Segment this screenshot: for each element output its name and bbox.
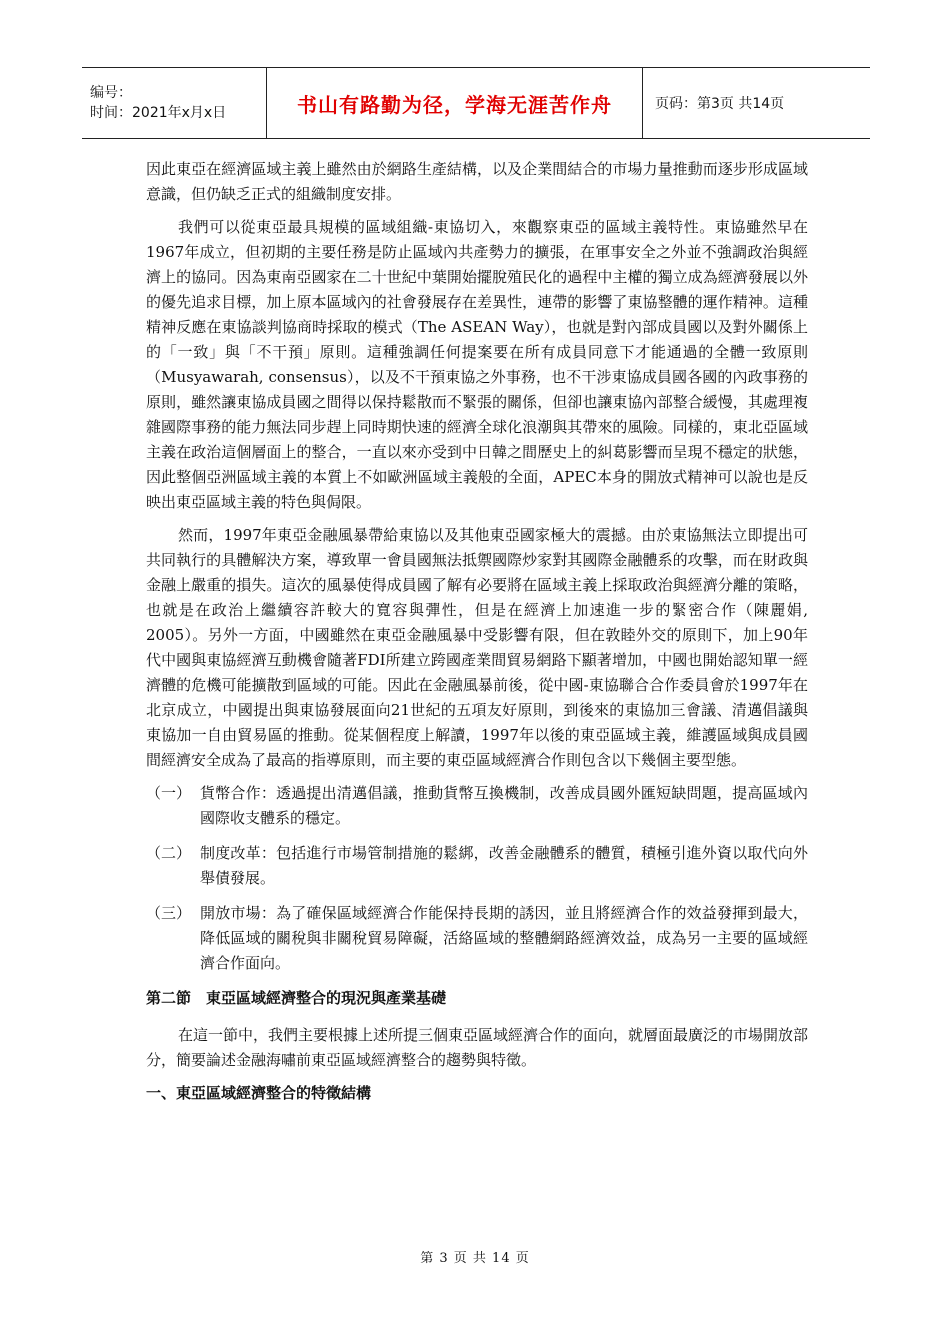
list-item (146, 781, 808, 831)
motto: 书山有路勤为径，学海无涯苦作舟 (297, 92, 612, 117)
page-header (82, 67, 870, 139)
list-item (146, 901, 808, 976)
paragraph-3: 然而，1997年東亞金融風暴帶給東協以及其他東亞國家極大的震撼。由於東協無法立即提出可共同執行的具體解決方案，導致單一會員國無法抵禦國際炒家對其國際金融體系的攻擊，而在財政與金融上嚴重的損失。這次的風暴使得成員國了解有必要將在區域主義上採取政治與經濟分離的策略，也就是在政治上繼續容許較大的寬容與彈性，但是在經濟上加速進一步的緊密合作（陳麗娟, 2005）。另外一方面，中國雖然在東亞金融風暴中受影響有限，但在敦睦外交的原則下，加上90年代中國與東協經濟互動機會隨著FDI所建立跨國產業間貿易網路下顯著增加，中國也開始認知單一經濟體的危機可能擴散到區域的可能。因此在金融風暴前後，從中國-東協聯合合作委員會於1997年在北京成立，中國提出與東協發展面向21世紀的五項友好原則，到後來的東協加三會議、清邁倡議與東協加一自由貿易區的推動。從某個程度上解讀，1997年以後的東亞區域主義，維護區域與成員國間經濟安全成為了最高的指導原則，而主要的東亞區域經濟合作則包含以下幾個主要型態。 (146, 526, 808, 769)
page-footer: 第 3 页 共 14 页 (420, 1251, 530, 1266)
number-label: 编号： (90, 85, 132, 101)
list-text: 貨幣合作：透過提出清邁倡議，推動貨幣互換機制，改善成員國外匯短缺問題，提高區域內國際收支體系的穩定。 (200, 784, 808, 827)
header-meta (82, 68, 267, 138)
header-motto-cell (267, 68, 643, 138)
paragraph-2: 我們可以從東亞最具規模的區域組織-東協切入，來觀察東亞的區域主義特性。東協雖然早在1967年成立，但初期的主要任務是防止區域內共產勢力的擴張，在軍事安全之外並不強調政治與經濟上的協同。因為東南亞國家在二十世紀中葉開始擺脫殖民化的過程中主權的獨立成為經濟發展以外的優先追求目標，加上原本區域內的社會發展存在差異性，連帶的影響了東協整體的運作精神。這種精神反應在東協談判協商時採取的模式（The ASEAN Way），也就是對內部成員國以及對外關係上的「一致」與「不干預」原則。這種強調任何提案要在所有成員同意下才能通過的全體一致原則（Musyawarah, consensus），以及不干預東協之外事務，也不干涉東協成員國各國的內政事務的原則，雖然讓東協成員國之間得以保持鬆散而不緊張的關係，但卻也讓東協內部整合緩慢，其處理複雜國際事務的能力無法同步趕上同時期快速的經濟全球化浪潮與其帶來的風險。同樣的，東北亞區域主義在政治這個層面上的整合，一直以來亦受到中日韓之間歷史上的糾葛影響而呈現不穩定的狀態，因此整個亞洲區域主義的本質上不如歐洲區域主義般的全面，APEC本身的開放式精神可以說也是反映出東亞區域主義的特色與侷限。 (146, 218, 808, 511)
time-label: 时间：2021年x月x日 (90, 105, 227, 121)
list-text: 開放市場：為了確保區域經濟合作能保持長期的誘因，並且將經濟合作的效益發揮到最大，降低區域的關稅與非關稅貿易障礙，活絡區域的整體網路經濟效益，成為另一主要的區域經濟合作面向。 (200, 904, 808, 972)
paragraph-1: 因此東亞在經濟區域主義上雖然由於網路生產結構，以及企業間結合的市場力量推動而逐步形成區域意識，但仍缺乏正式的組織制度安排。 (146, 160, 808, 203)
document-body (146, 157, 808, 1118)
list-number: （二） (146, 844, 192, 862)
list-item (146, 841, 808, 891)
list-number: （三） (146, 904, 192, 922)
section-2-title: 第二節 東亞區域經濟整合的現況與產業基礎 (146, 989, 447, 1007)
paragraph-4: 在這一節中，我們主要根據上述所提三個東亞區域經濟合作的面向，就層面最廣泛的市場開放部分，簡要論述金融海嘯前東亞區域經濟整合的趨勢與特徵。 (146, 1026, 809, 1069)
subsection-1-title: 一、東亞區域經濟整合的特徵結構 (146, 1084, 372, 1102)
list-number: （一） (146, 784, 192, 802)
list-text: 制度改革：包括進行市場管制措施的鬆綁，改善金融體系的體質，積極引進外資以取代向外舉債發展。 (200, 844, 808, 887)
header-page-cell (643, 68, 870, 138)
page-label: 页码：第3页 共14页 (655, 96, 785, 112)
